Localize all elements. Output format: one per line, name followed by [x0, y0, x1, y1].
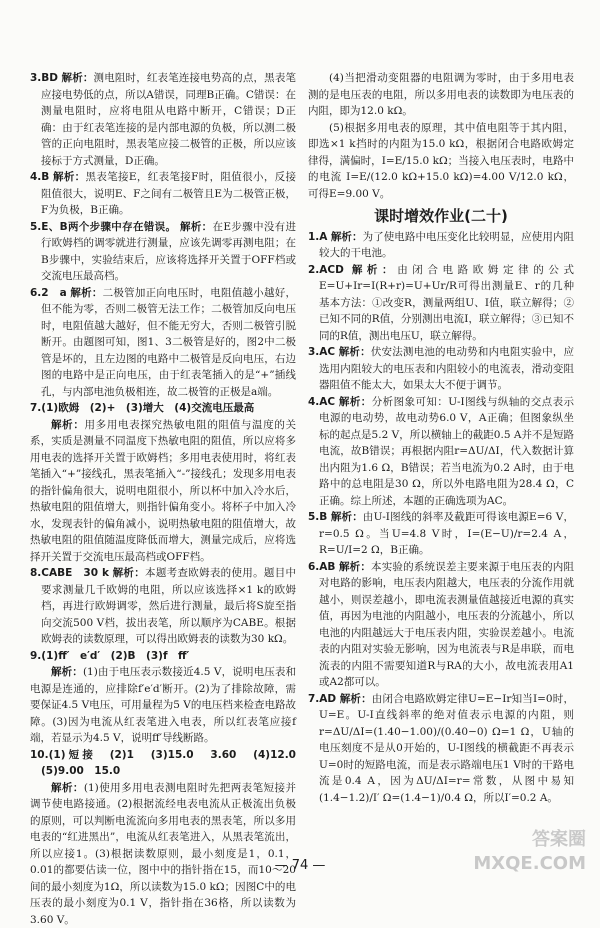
analysis-text: (1)使用多用电表测电阻时先把两表笔短接并调节使电路接通。(2)根据流经电表电流从正极流出负极的原则，可以判断电流流向多用电表的黑表笔，所以多用电表的“红进黑出”，电流从红表笔进入，从黑表笔流出，所以应接1。(3)根据读数原则，最小刻度是1，0.1，0.01的都要估读一位，图中中的指针指在15，而10～20间的最小刻度为1Ω，所以读数为15.0 kΩ；因图C中的电压表的最小刻度为0.1 V，指针指在36格，所以读数为3.60 V。	[30, 782, 296, 926]
answer-item	[30, 400, 296, 417]
answer-item	[308, 262, 574, 345]
left-column	[30, 70, 296, 928]
answer-item	[308, 344, 574, 394]
answer-item	[30, 565, 296, 648]
analysis-label: 解析：	[51, 782, 84, 794]
answer-number: 10.(1)短接 (2)1 (3)15.0 3.60 (4)12.0 (5)9.00 15.0	[30, 749, 307, 778]
analysis-text: (1)由于电压表示数接近4.5 V，说明电压表和电源是连通的，应排除f′e′d′断开。(2)为了排除故障，需要保证4.5 V电压，可用量程为5 V的电压档来检查电路故障。(3)因为电流从红表笔进入电表，所以红表笔应接f端，若显示为4.5 V，说明ff′导线断路。	[30, 666, 296, 744]
answer-number: 9.(1)ff′ e′d′ (2)B (3)f ff′	[30, 650, 189, 662]
answer-item	[30, 219, 296, 285]
answer-number: 5.B	[308, 511, 327, 523]
analysis-text: (5)根据多用电表的原理，其中值电阻等于其内阻，即选×1 k挡时的内阻为15.0 kΩ，根据闭合电路欧姆定律得，满偏时，I=E/15.0 kΩ；当接入电压表时，电路中的电流 I=E/(12.0 kΩ+15.0 kΩ)=4.00 V/12.0 kΩ，可得E=9.00 V。	[308, 122, 574, 200]
analysis-text: 由闭合电路欧姆定律的公式E=U+Ir=I(R+r)=U+Ur/R可得出测量E、r的几种基本方法：①改变R，测量两组U、I值，联立解得；②已知不同的R值，分别测出电流I，联立解得；③已知不同的R值，测出电压U，联立解得。	[319, 264, 574, 342]
answer-item	[308, 691, 574, 807]
answer-item	[308, 120, 574, 203]
answer-number: 3.BD	[30, 72, 58, 84]
analysis-text: 伏安法测电池的电动势和内电阻实验中，应选用内阻较大的电压表和内阻较小的电流表，滑动变阻器阻值不能太大，如果太大不便于调节。	[319, 346, 574, 391]
answer-item	[30, 70, 296, 169]
analysis-label: 解析：	[113, 567, 145, 579]
answer-number: 7.(1)欧姆 (2)+ (3)增大 (4)交流电压最高	[30, 402, 254, 414]
answer-number: 2.ACD	[308, 264, 344, 276]
page-number: — 74 —	[0, 858, 600, 873]
answer-item	[30, 747, 296, 780]
right-column	[308, 70, 574, 806]
answer-item	[30, 169, 296, 219]
analysis-text: 由闭合电路欧姆定律U=E−Ir知当I=0时，U=E。U-I直线斜率的绝对值表示电源的内阻，则r=ΔU/ΔI=(1.40−1.00)/(0.40−0) Ω=1 Ω，U轴的电压刻度不是从0开始的，U-I图线的横截距不再表示U=0时的短路电流，而是表示路端电压1 V时的干路电流是0.4 A，因为ΔU/ΔI=r=常数，从图中易知(1.4−1.2)/I′ Ω=(1.4−1)/0.4 Ω，所以I′=0.2 A。	[319, 693, 574, 804]
analysis-text: 在E步骤中没有进行欧姆档的调零就进行测量，应该先调零再测电阻；在B步骤中，实验结束后，应该将选择开关置于OFF档或交流电压最高档。	[41, 221, 296, 283]
analysis-label: 解析：	[70, 287, 102, 299]
answer-number: 3.AC	[308, 346, 335, 358]
section-title: 课时增效作业(二十)	[308, 208, 574, 225]
answer-item	[30, 648, 296, 665]
answer-item	[308, 394, 574, 510]
analysis-label: 解析：	[180, 221, 213, 233]
analysis-label: 解析：	[352, 264, 397, 276]
analysis-text: (4)当把滑动变阻器的电阻调为零时，由于多用电表测的是电压表的电阻，所以多用电表的读数即为电压表的内阻，即为12.0 kΩ。	[308, 72, 574, 117]
analysis-label: 解析：	[339, 396, 372, 408]
answer-number: 7.AD	[308, 693, 336, 705]
analysis-label: 解析：	[53, 171, 86, 183]
answer-item	[30, 780, 296, 928]
analysis-label: 解析：	[339, 346, 371, 358]
answer-item	[30, 417, 296, 566]
answer-item	[308, 509, 574, 559]
analysis-text: 黑表笔接E，红表笔接F时，阻值很小，反接阻值很大，说明E、F之间有二极管且E为二极管正极，F为负极，B正确。	[41, 171, 296, 216]
answer-item	[308, 559, 574, 691]
answer-number: 6.2 a	[30, 287, 67, 299]
analysis-label: 解析：	[51, 419, 85, 431]
answer-number: 1.A	[308, 231, 327, 243]
answer-number: 8.CABE 30 k	[30, 567, 109, 579]
answer-item	[308, 229, 574, 262]
answer-item	[30, 664, 296, 747]
analysis-text: 由U-I图线的斜率及截距可得该电源E=6 V，r=0.5 Ω。当U=4.8 V时，I=(E−U)/r=2.4 A，R=U/I=2 Ω，B正确。	[319, 511, 574, 556]
analysis-label: 解析：	[339, 561, 371, 573]
analysis-text: 为了使电路中电压变化比较明显，应使用内阻较大的干电池。	[319, 231, 574, 260]
analysis-label: 解析：	[331, 231, 363, 243]
answer-number: 5.E、B两个步骤中存在错误。	[30, 221, 176, 233]
analysis-label: 解析：	[331, 511, 363, 523]
analysis-text: 分析图象可知：U-I图线与纵轴的交点表示电源的电动势，故电动势6.0 V，A正确；但图象纵坐标的起点是5.2 V，所以横轴上的截距0.5 A并不是短路电流，故B错误；再根据内阻r=ΔU/ΔI，代入数据计算出内阻为1.6 Ω，B错误；若当电流为0.2 A时，由于电路中的总电阻是30 Ω，所以外电路电阻为28.4 Ω，C正确。综上所述，本题的正确选项为AC。	[319, 396, 574, 507]
analysis-text: 二极管加正向电压时，电阻值越小越好，但不能为零，否则二极管无法工作；二极管加反向电压时，电阻值越大越好，但不能无穷大，否则二极管引脱断开。由题图可知，图1、3二极管是好的，图2中二极管是坏的，且左边图的电路中二极管是反向电压，右边图的电路中是正向电压，由于红表笔插入的是“+”插线孔，与内部电池负极相连，故二极管的正极是a端。	[41, 287, 296, 398]
answer-item	[308, 70, 574, 120]
watermark-logo: 答案圈 MXQE.COM	[466, 828, 586, 880]
answer-number: 6.AB	[308, 561, 335, 573]
analysis-text: 测电阻时，红表笔连接电势高的点，黑表笔应接电势低的点，所以A错误，同理B正确。C错误：在测量电阻时，应将电阻从电路中断开，C错误；D正确：由于红表笔连接的是内部电源的负极，所以测二极管的正向电阻时，黑表笔应接二极管的正极，所以应该接标于方式测量，D正确。	[41, 72, 296, 167]
analysis-label: 解析：	[51, 666, 83, 678]
analysis-text: 本题考查欧姆表的使用。题目中要求测量几千欧姆的电阻，所以应该选择×1 k的欧姆档，再进行欧姆调零，然后进行测量，最后将S旋至指向交流500 V档，拔出表笔，所以顺序为CABE。根据欧姆表的读数原理，可以得出欧姆表的读数为30 kΩ。	[41, 567, 296, 645]
analysis-text: 用多用电表探究热敏电阻的阻值与温度的关系，实质是测量不同温度下热敏电阻的阻值，所以应将多用电表的选择开关置于欧姆档；多用电表使用时，将红表笔插入“+”接线孔，黑表笔插入“-”接线孔；发现多用电表的指针偏角很大，说明电阻很小，所以杯中加入冷水后，热敏电阻的阻值增大，则指针偏角变小。将杯子中加入冷水，发现表针的偏角减小，说明热敏电阻的阻值增大，故热敏电阻的阻值随温度降低而增大，测量完成后，应将选择开关置于交流电压最高档或OFF档。	[30, 419, 296, 563]
answer-number: 4.B	[30, 171, 49, 183]
answer-number: 4.AC	[308, 396, 335, 408]
analysis-text: 本实验的系统误差主要来源于电压表的内阻对电路的影响，电压表内阻越大，电压表的分流作用就越小，则误差越小，即电流表测量值越接近电源的真实值，再因为电池的内阻越小，电压表的分流越小，所以电池的内阻越远大于电压表内阻，实验误差越小。电流表的内阻对实验无影响，因为电流表与R是串联，而电流表的内阻不需要知道R与RA的大小，故电流表用A1或A2都可以。	[319, 561, 574, 689]
analysis-label: 解析：	[62, 72, 94, 84]
analysis-label: 解析：	[340, 693, 372, 705]
answer-item	[30, 285, 296, 401]
